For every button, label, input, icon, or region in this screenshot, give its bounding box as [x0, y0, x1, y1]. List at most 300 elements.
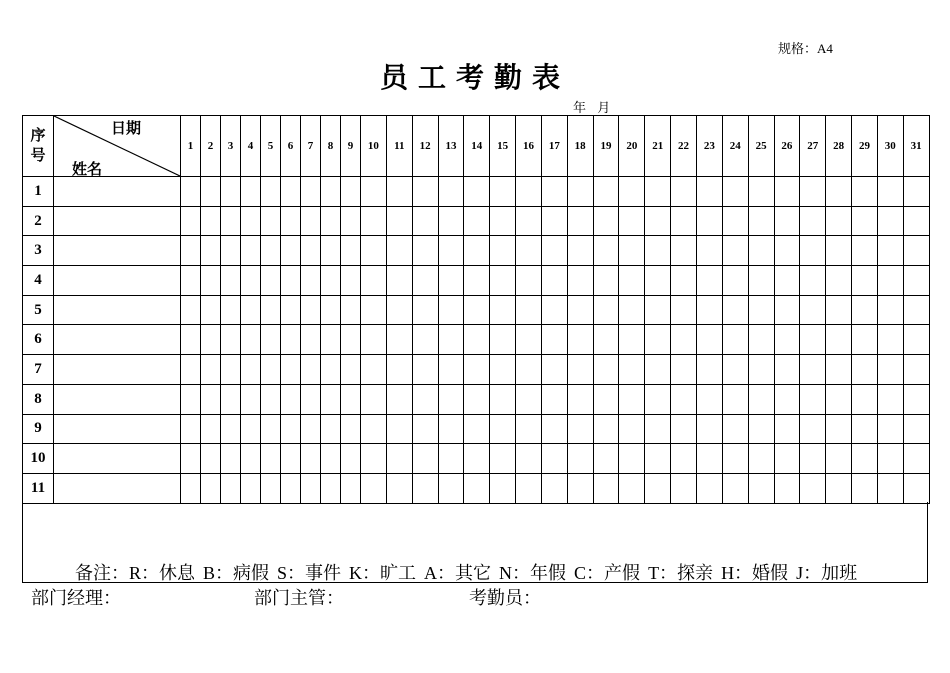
attendance-cell[interactable]: [386, 325, 412, 355]
attendance-cell[interactable]: [567, 266, 593, 296]
attendance-cell[interactable]: [774, 295, 800, 325]
attendance-cell[interactable]: [541, 325, 567, 355]
attendance-cell[interactable]: [877, 236, 903, 266]
attendance-cell[interactable]: [341, 177, 361, 207]
attendance-cell[interactable]: [852, 266, 878, 296]
attendance-cell[interactable]: [261, 236, 281, 266]
attendance-cell[interactable]: [301, 206, 321, 236]
attendance-cell[interactable]: [241, 384, 261, 414]
attendance-cell[interactable]: [281, 177, 301, 207]
attendance-cell[interactable]: [826, 325, 852, 355]
attendance-cell[interactable]: [361, 206, 387, 236]
attendance-cell[interactable]: [412, 473, 438, 503]
attendance-cell[interactable]: [722, 444, 748, 474]
attendance-cell[interactable]: [593, 414, 619, 444]
attendance-cell[interactable]: [619, 295, 645, 325]
attendance-cell[interactable]: [671, 206, 697, 236]
attendance-cell[interactable]: [321, 355, 341, 385]
attendance-cell[interactable]: [593, 355, 619, 385]
attendance-cell[interactable]: [221, 177, 241, 207]
attendance-cell[interactable]: [361, 266, 387, 296]
attendance-cell[interactable]: [722, 206, 748, 236]
attendance-cell[interactable]: [645, 384, 671, 414]
attendance-cell[interactable]: [361, 384, 387, 414]
attendance-cell[interactable]: [800, 295, 826, 325]
attendance-cell[interactable]: [261, 444, 281, 474]
attendance-cell[interactable]: [516, 414, 542, 444]
attendance-cell[interactable]: [438, 266, 464, 296]
attendance-cell[interactable]: [852, 325, 878, 355]
attendance-cell[interactable]: [221, 444, 241, 474]
attendance-cell[interactable]: [201, 177, 221, 207]
attendance-cell[interactable]: [490, 444, 516, 474]
attendance-cell[interactable]: [903, 355, 929, 385]
attendance-cell[interactable]: [619, 414, 645, 444]
attendance-cell[interactable]: [748, 236, 774, 266]
attendance-cell[interactable]: [301, 444, 321, 474]
attendance-cell[interactable]: [619, 473, 645, 503]
attendance-cell[interactable]: [321, 325, 341, 355]
attendance-cell[interactable]: [748, 266, 774, 296]
attendance-cell[interactable]: [696, 206, 722, 236]
attendance-cell[interactable]: [241, 236, 261, 266]
attendance-cell[interactable]: [774, 236, 800, 266]
attendance-cell[interactable]: [438, 206, 464, 236]
attendance-cell[interactable]: [241, 444, 261, 474]
attendance-cell[interactable]: [341, 444, 361, 474]
attendance-cell[interactable]: [386, 177, 412, 207]
employee-name-cell[interactable]: [54, 473, 181, 503]
attendance-cell[interactable]: [361, 414, 387, 444]
attendance-cell[interactable]: [301, 355, 321, 385]
attendance-cell[interactable]: [181, 414, 201, 444]
attendance-cell[interactable]: [464, 206, 490, 236]
attendance-cell[interactable]: [800, 236, 826, 266]
attendance-cell[interactable]: [412, 177, 438, 207]
attendance-cell[interactable]: [826, 414, 852, 444]
attendance-cell[interactable]: [221, 384, 241, 414]
attendance-cell[interactable]: [181, 355, 201, 385]
attendance-cell[interactable]: [541, 177, 567, 207]
attendance-cell[interactable]: [696, 384, 722, 414]
attendance-cell[interactable]: [903, 236, 929, 266]
attendance-cell[interactable]: [261, 355, 281, 385]
attendance-cell[interactable]: [261, 177, 281, 207]
attendance-cell[interactable]: [361, 177, 387, 207]
attendance-cell[interactable]: [541, 236, 567, 266]
attendance-cell[interactable]: [261, 206, 281, 236]
attendance-cell[interactable]: [464, 236, 490, 266]
employee-name-cell[interactable]: [54, 266, 181, 296]
attendance-cell[interactable]: [541, 355, 567, 385]
attendance-cell[interactable]: [645, 473, 671, 503]
attendance-cell[interactable]: [321, 236, 341, 266]
attendance-cell[interactable]: [464, 177, 490, 207]
attendance-cell[interactable]: [774, 177, 800, 207]
attendance-cell[interactable]: [464, 355, 490, 385]
employee-name-cell[interactable]: [54, 295, 181, 325]
attendance-cell[interactable]: [464, 414, 490, 444]
attendance-cell[interactable]: [903, 295, 929, 325]
attendance-cell[interactable]: [593, 295, 619, 325]
attendance-cell[interactable]: [412, 266, 438, 296]
attendance-cell[interactable]: [438, 325, 464, 355]
employee-name-cell[interactable]: [54, 206, 181, 236]
attendance-cell[interactable]: [826, 236, 852, 266]
attendance-cell[interactable]: [261, 325, 281, 355]
attendance-cell[interactable]: [201, 444, 221, 474]
attendance-cell[interactable]: [852, 177, 878, 207]
attendance-cell[interactable]: [877, 444, 903, 474]
attendance-cell[interactable]: [852, 355, 878, 385]
attendance-cell[interactable]: [671, 295, 697, 325]
attendance-cell[interactable]: [490, 414, 516, 444]
attendance-cell[interactable]: [341, 473, 361, 503]
attendance-cell[interactable]: [619, 266, 645, 296]
attendance-cell[interactable]: [341, 325, 361, 355]
attendance-cell[interactable]: [261, 414, 281, 444]
attendance-cell[interactable]: [877, 325, 903, 355]
attendance-cell[interactable]: [341, 266, 361, 296]
attendance-cell[interactable]: [516, 266, 542, 296]
attendance-cell[interactable]: [201, 355, 221, 385]
attendance-cell[interactable]: [281, 325, 301, 355]
attendance-cell[interactable]: [696, 355, 722, 385]
attendance-cell[interactable]: [541, 414, 567, 444]
attendance-cell[interactable]: [412, 384, 438, 414]
attendance-cell[interactable]: [852, 236, 878, 266]
attendance-cell[interactable]: [490, 206, 516, 236]
attendance-cell[interactable]: [301, 384, 321, 414]
attendance-cell[interactable]: [541, 384, 567, 414]
attendance-cell[interactable]: [181, 266, 201, 296]
attendance-cell[interactable]: [221, 295, 241, 325]
employee-name-cell[interactable]: [54, 325, 181, 355]
attendance-cell[interactable]: [221, 325, 241, 355]
attendance-cell[interactable]: [671, 177, 697, 207]
employee-name-cell[interactable]: [54, 444, 181, 474]
attendance-cell[interactable]: [696, 444, 722, 474]
attendance-cell[interactable]: [341, 295, 361, 325]
attendance-cell[interactable]: [852, 444, 878, 474]
attendance-cell[interactable]: [748, 384, 774, 414]
attendance-cell[interactable]: [341, 206, 361, 236]
attendance-cell[interactable]: [361, 355, 387, 385]
attendance-cell[interactable]: [490, 473, 516, 503]
attendance-cell[interactable]: [341, 384, 361, 414]
attendance-cell[interactable]: [877, 414, 903, 444]
attendance-cell[interactable]: [696, 414, 722, 444]
attendance-cell[interactable]: [412, 236, 438, 266]
attendance-cell[interactable]: [696, 325, 722, 355]
attendance-cell[interactable]: [438, 473, 464, 503]
attendance-cell[interactable]: [438, 444, 464, 474]
attendance-cell[interactable]: [903, 444, 929, 474]
attendance-cell[interactable]: [241, 355, 261, 385]
attendance-cell[interactable]: [321, 444, 341, 474]
attendance-cell[interactable]: [301, 266, 321, 296]
attendance-cell[interactable]: [181, 384, 201, 414]
attendance-cell[interactable]: [800, 355, 826, 385]
attendance-cell[interactable]: [567, 177, 593, 207]
attendance-cell[interactable]: [619, 177, 645, 207]
attendance-cell[interactable]: [412, 325, 438, 355]
attendance-cell[interactable]: [877, 177, 903, 207]
attendance-cell[interactable]: [464, 325, 490, 355]
attendance-cell[interactable]: [722, 325, 748, 355]
attendance-cell[interactable]: [748, 177, 774, 207]
attendance-cell[interactable]: [321, 473, 341, 503]
attendance-cell[interactable]: [619, 355, 645, 385]
attendance-cell[interactable]: [903, 266, 929, 296]
attendance-cell[interactable]: [412, 295, 438, 325]
attendance-cell[interactable]: [800, 414, 826, 444]
attendance-cell[interactable]: [722, 177, 748, 207]
attendance-cell[interactable]: [201, 236, 221, 266]
attendance-cell[interactable]: [386, 266, 412, 296]
attendance-cell[interactable]: [696, 236, 722, 266]
attendance-cell[interactable]: [261, 384, 281, 414]
attendance-cell[interactable]: [261, 266, 281, 296]
attendance-cell[interactable]: [516, 236, 542, 266]
attendance-cell[interactable]: [321, 295, 341, 325]
attendance-cell[interactable]: [748, 444, 774, 474]
attendance-cell[interactable]: [671, 236, 697, 266]
attendance-cell[interactable]: [800, 266, 826, 296]
attendance-cell[interactable]: [490, 355, 516, 385]
attendance-cell[interactable]: [181, 236, 201, 266]
attendance-cell[interactable]: [567, 236, 593, 266]
attendance-cell[interactable]: [261, 295, 281, 325]
attendance-cell[interactable]: [221, 236, 241, 266]
attendance-cell[interactable]: [567, 325, 593, 355]
attendance-cell[interactable]: [748, 355, 774, 385]
attendance-cell[interactable]: [748, 414, 774, 444]
attendance-cell[interactable]: [877, 355, 903, 385]
attendance-cell[interactable]: [800, 384, 826, 414]
attendance-cell[interactable]: [696, 177, 722, 207]
attendance-cell[interactable]: [748, 473, 774, 503]
attendance-cell[interactable]: [221, 473, 241, 503]
attendance-cell[interactable]: [321, 177, 341, 207]
attendance-cell[interactable]: [516, 473, 542, 503]
attendance-cell[interactable]: [281, 206, 301, 236]
attendance-cell[interactable]: [826, 384, 852, 414]
attendance-cell[interactable]: [877, 266, 903, 296]
attendance-cell[interactable]: [412, 206, 438, 236]
attendance-cell[interactable]: [241, 325, 261, 355]
attendance-cell[interactable]: [722, 295, 748, 325]
attendance-cell[interactable]: [774, 325, 800, 355]
attendance-cell[interactable]: [181, 177, 201, 207]
attendance-cell[interactable]: [281, 355, 301, 385]
attendance-cell[interactable]: [774, 266, 800, 296]
attendance-cell[interactable]: [301, 236, 321, 266]
attendance-cell[interactable]: [241, 414, 261, 444]
attendance-cell[interactable]: [361, 444, 387, 474]
attendance-cell[interactable]: [671, 444, 697, 474]
attendance-cell[interactable]: [722, 355, 748, 385]
attendance-cell[interactable]: [852, 295, 878, 325]
attendance-cell[interactable]: [593, 444, 619, 474]
attendance-cell[interactable]: [619, 325, 645, 355]
employee-name-cell[interactable]: [54, 177, 181, 207]
attendance-cell[interactable]: [722, 414, 748, 444]
attendance-cell[interactable]: [774, 206, 800, 236]
attendance-cell[interactable]: [645, 236, 671, 266]
attendance-cell[interactable]: [516, 177, 542, 207]
attendance-cell[interactable]: [722, 473, 748, 503]
attendance-cell[interactable]: [516, 384, 542, 414]
attendance-cell[interactable]: [826, 295, 852, 325]
attendance-cell[interactable]: [826, 473, 852, 503]
attendance-cell[interactable]: [696, 295, 722, 325]
attendance-cell[interactable]: [774, 384, 800, 414]
attendance-cell[interactable]: [903, 206, 929, 236]
attendance-cell[interactable]: [903, 325, 929, 355]
attendance-cell[interactable]: [852, 384, 878, 414]
attendance-cell[interactable]: [645, 266, 671, 296]
attendance-cell[interactable]: [464, 444, 490, 474]
attendance-cell[interactable]: [516, 206, 542, 236]
attendance-cell[interactable]: [877, 206, 903, 236]
attendance-cell[interactable]: [826, 177, 852, 207]
attendance-cell[interactable]: [181, 295, 201, 325]
attendance-cell[interactable]: [877, 473, 903, 503]
attendance-cell[interactable]: [567, 444, 593, 474]
attendance-cell[interactable]: [800, 325, 826, 355]
attendance-cell[interactable]: [593, 266, 619, 296]
attendance-cell[interactable]: [321, 206, 341, 236]
attendance-cell[interactable]: [386, 414, 412, 444]
attendance-cell[interactable]: [301, 473, 321, 503]
attendance-cell[interactable]: [281, 295, 301, 325]
attendance-cell[interactable]: [181, 206, 201, 236]
attendance-cell[interactable]: [201, 414, 221, 444]
attendance-cell[interactable]: [800, 206, 826, 236]
attendance-cell[interactable]: [386, 206, 412, 236]
attendance-cell[interactable]: [221, 355, 241, 385]
attendance-cell[interactable]: [361, 325, 387, 355]
attendance-cell[interactable]: [645, 325, 671, 355]
attendance-cell[interactable]: [567, 414, 593, 444]
attendance-cell[interactable]: [645, 414, 671, 444]
employee-name-cell[interactable]: [54, 384, 181, 414]
attendance-cell[interactable]: [516, 295, 542, 325]
attendance-cell[interactable]: [567, 295, 593, 325]
attendance-cell[interactable]: [281, 384, 301, 414]
attendance-cell[interactable]: [386, 236, 412, 266]
attendance-cell[interactable]: [722, 266, 748, 296]
attendance-cell[interactable]: [877, 295, 903, 325]
attendance-cell[interactable]: [645, 444, 671, 474]
attendance-cell[interactable]: [201, 295, 221, 325]
attendance-cell[interactable]: [386, 295, 412, 325]
employee-name-cell[interactable]: [54, 414, 181, 444]
attendance-cell[interactable]: [774, 473, 800, 503]
attendance-cell[interactable]: [541, 266, 567, 296]
attendance-cell[interactable]: [696, 473, 722, 503]
attendance-cell[interactable]: [321, 384, 341, 414]
attendance-cell[interactable]: [852, 414, 878, 444]
attendance-cell[interactable]: [567, 384, 593, 414]
attendance-cell[interactable]: [541, 444, 567, 474]
attendance-cell[interactable]: [361, 236, 387, 266]
attendance-cell[interactable]: [645, 355, 671, 385]
attendance-cell[interactable]: [281, 266, 301, 296]
attendance-cell[interactable]: [361, 295, 387, 325]
attendance-cell[interactable]: [748, 325, 774, 355]
attendance-cell[interactable]: [671, 414, 697, 444]
attendance-cell[interactable]: [671, 266, 697, 296]
attendance-cell[interactable]: [567, 355, 593, 385]
attendance-cell[interactable]: [301, 295, 321, 325]
attendance-cell[interactable]: [281, 414, 301, 444]
attendance-cell[interactable]: [301, 414, 321, 444]
attendance-cell[interactable]: [852, 473, 878, 503]
attendance-cell[interactable]: [438, 414, 464, 444]
attendance-cell[interactable]: [800, 444, 826, 474]
attendance-cell[interactable]: [221, 266, 241, 296]
attendance-cell[interactable]: [541, 206, 567, 236]
attendance-cell[interactable]: [826, 206, 852, 236]
attendance-cell[interactable]: [438, 236, 464, 266]
attendance-cell[interactable]: [541, 295, 567, 325]
attendance-cell[interactable]: [671, 355, 697, 385]
attendance-cell[interactable]: [722, 236, 748, 266]
attendance-cell[interactable]: [645, 177, 671, 207]
attendance-cell[interactable]: [593, 473, 619, 503]
attendance-cell[interactable]: [619, 206, 645, 236]
attendance-cell[interactable]: [281, 473, 301, 503]
attendance-cell[interactable]: [438, 177, 464, 207]
attendance-cell[interactable]: [341, 236, 361, 266]
attendance-cell[interactable]: [903, 177, 929, 207]
attendance-cell[interactable]: [800, 177, 826, 207]
attendance-cell[interactable]: [671, 325, 697, 355]
attendance-cell[interactable]: [903, 414, 929, 444]
attendance-cell[interactable]: [490, 384, 516, 414]
attendance-cell[interactable]: [903, 473, 929, 503]
attendance-cell[interactable]: [412, 355, 438, 385]
attendance-cell[interactable]: [181, 325, 201, 355]
attendance-cell[interactable]: [201, 325, 221, 355]
attendance-cell[interactable]: [181, 444, 201, 474]
attendance-cell[interactable]: [464, 295, 490, 325]
attendance-cell[interactable]: [464, 266, 490, 296]
attendance-cell[interactable]: [748, 295, 774, 325]
attendance-cell[interactable]: [386, 444, 412, 474]
attendance-cell[interactable]: [341, 414, 361, 444]
attendance-cell[interactable]: [826, 355, 852, 385]
attendance-cell[interactable]: [241, 177, 261, 207]
employee-name-cell[interactable]: [54, 236, 181, 266]
attendance-cell[interactable]: [722, 384, 748, 414]
attendance-cell[interactable]: [516, 444, 542, 474]
attendance-cell[interactable]: [386, 355, 412, 385]
attendance-cell[interactable]: [386, 473, 412, 503]
attendance-cell[interactable]: [281, 444, 301, 474]
attendance-cell[interactable]: [201, 384, 221, 414]
attendance-cell[interactable]: [567, 473, 593, 503]
attendance-cell[interactable]: [201, 473, 221, 503]
attendance-cell[interactable]: [593, 325, 619, 355]
attendance-cell[interactable]: [490, 325, 516, 355]
attendance-cell[interactable]: [241, 206, 261, 236]
attendance-cell[interactable]: [301, 177, 321, 207]
attendance-cell[interactable]: [490, 266, 516, 296]
attendance-cell[interactable]: [241, 266, 261, 296]
